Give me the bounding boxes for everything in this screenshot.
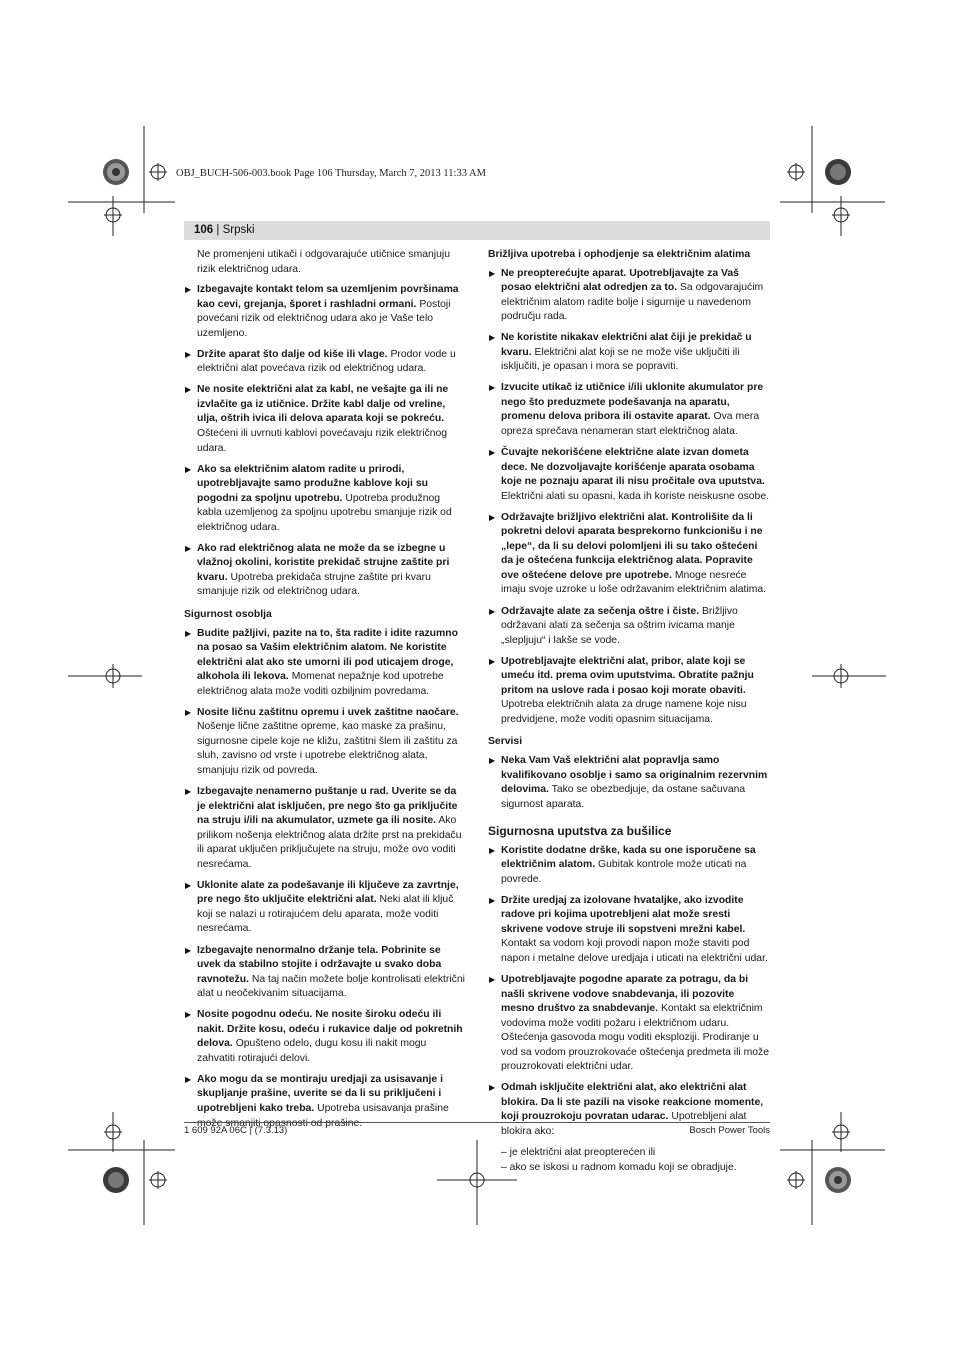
bullet-text: Neki alat ili ključ koji se nalazi u rotirajućem delu aparata, može voditi nesrećama. bbox=[197, 894, 454, 935]
bullet-lead: Održavajte alate za sečenja oštre i čiste. bbox=[501, 605, 700, 617]
bullet-lead: Nosite pogodnu odeću. Ne nosite široku odeću ili nakit. Držite kosu, odeću i rukavice dalje od pokretnih delova. bbox=[197, 1009, 463, 1050]
bullet-arrow-icon: ▶ bbox=[185, 385, 192, 395]
bullet-arrow-icon: ▶ bbox=[185, 628, 192, 638]
page-number: 106 bbox=[194, 224, 214, 236]
bullet-lead: Odmah isključite električni alat, ako električni alat blokira. Da li ste pazili na visoke reakcione momente, koji prouzrokoju povratan udarac. bbox=[501, 1082, 764, 1123]
bullet-lead: Nosite ličnu zaštitnu opremu i uvek zaštitne naočare. bbox=[197, 706, 459, 718]
subhead-brizljiva-upotreba: Brižljiva upotreba i ophodjenje sa električnim alatima bbox=[488, 249, 751, 260]
bullet-item bbox=[184, 879, 466, 937]
bullet-arrow-icon: ▶ bbox=[185, 945, 192, 955]
section-name: Srpski bbox=[222, 224, 255, 236]
bullet-item bbox=[184, 706, 466, 779]
dash-line: – je električni alat preopterećen ili bbox=[501, 1147, 656, 1159]
subhead-servisi: Servisi bbox=[488, 736, 523, 748]
bullet-item bbox=[488, 973, 770, 1075]
bullet-lead: Održavajte brižljivo električni alat. Kontrolišite da li pokretni delovi aparata besprekorno funkcionišu i ne „lepe“, da li su delovi polomljeni ili su tako oštećeni da je oštećena funkcija električnog alata. Popravite ove oštećene delove pre upotrebe. bbox=[501, 511, 763, 581]
bullet-arrow-icon: ▶ bbox=[489, 268, 496, 278]
bullet-arrow-icon: ▶ bbox=[489, 656, 496, 666]
bullet-arrow-icon: ▶ bbox=[489, 845, 496, 855]
bullet-item bbox=[184, 383, 466, 456]
right-column bbox=[488, 248, 770, 1175]
bullet-text: Upotreba električnih alata za druge namene koje nisu predvidjene, može voditi opasnim situacijama. bbox=[501, 699, 747, 725]
right-list-a bbox=[488, 267, 770, 728]
bullet-arrow-icon: ▶ bbox=[489, 512, 496, 522]
bullet-arrow-icon: ▶ bbox=[185, 707, 192, 717]
bullet-text: Oštećeni ili uvrnuti kablovi povećavaju rizik električnog udara. bbox=[197, 428, 448, 454]
bullet-arrow-icon: ▶ bbox=[489, 895, 496, 905]
bullet-item bbox=[184, 542, 466, 600]
bullet-item bbox=[184, 1008, 466, 1066]
bullet-text: Električni alati su opasni, kada ih koriste neiskusne osobe. bbox=[501, 490, 769, 502]
bullet-item bbox=[488, 446, 770, 504]
bullet-item bbox=[184, 463, 466, 536]
section-title-busilice: Sigurnosna uputstva za bušilice bbox=[488, 824, 672, 839]
bullet-text: Ako prilikom nošenja električnog alata držite prst na prekidaču ili aparat uključen priključujete na struju, može ovo voditi nesrećama. bbox=[197, 815, 462, 870]
bullet-item bbox=[488, 331, 770, 375]
bullet-item bbox=[488, 605, 770, 649]
bullet-lead: Neka Vam Vaš električni alat popravlja samo kvalifikovano osoblje i samo sa originalnim rezervnim delovima. bbox=[501, 754, 768, 796]
bullet-lead: Ako mogu da se montiraju uredjaji za usisavanje i skupljanje prašine, uverite se da li su priključeni i upotrebljeni kako treba. bbox=[197, 1073, 443, 1114]
bullet-lead: Čuvajte nekorišćene električne alate izvan dometa dece. Ne dozvoljavajte korišćenje aparata osobama koje ne poznaju aparat ili nisu pročitale ova uputstva. bbox=[501, 447, 765, 488]
bullet-item bbox=[184, 785, 466, 872]
intro-text: Ne promenjeni utikači i odgovarajuće utičnice smanjuju rizik električnog udara. bbox=[197, 249, 450, 275]
bullet-arrow-icon: ▶ bbox=[185, 349, 192, 359]
bullet-lead: Držite uredjaj za izolovane hvataljke, ako izvodite radove pri kojima upotrebljeni alat može sresti skrivene vodove struje ili sopstveni mrežni kabel. bbox=[501, 894, 746, 935]
bullet-text: Upotreba usisavanja prašine može smanjiti opasnosti od prašine. bbox=[197, 1102, 449, 1129]
bullet-item bbox=[184, 283, 466, 341]
bullet-lead: Ako sa električnim alatom radite u prirodi, upotrebljavajte samo produžne kablove koji su pogodni za spoljnu upotrebu. bbox=[197, 463, 428, 504]
bullet-item bbox=[184, 944, 466, 1002]
left-list-b bbox=[184, 627, 466, 1132]
bullet-item bbox=[488, 381, 770, 439]
bullet-text: Mnoge nesreće imaju svoje uzroke u loše održavanim električnim alatima. bbox=[501, 569, 767, 596]
left-column bbox=[184, 248, 466, 1138]
bullet-text: Ova mera opreza sprečava nenameran start električnog alata. bbox=[501, 411, 760, 438]
bullet-text: Opušteno odelo, dugu kosu ili nakit mogu zahvatiti rotirajući delovi. bbox=[197, 1038, 427, 1064]
bullet-item bbox=[184, 627, 466, 700]
bullet-arrow-icon: ▶ bbox=[185, 880, 192, 890]
bullet-text: Upotreba prekidača strujne zaštite pri kvaru smanjuje rizik od električnog udara. bbox=[197, 571, 431, 598]
bullet-arrow-icon: ▶ bbox=[185, 1074, 192, 1084]
bullet-lead: Ne koristite nikakav električni alat čiji je prekidač u kvaru. bbox=[501, 332, 752, 358]
bullet-arrow-icon: ▶ bbox=[185, 1010, 192, 1020]
subhead-sigurnost-osoblja: Sigurnost osoblja bbox=[184, 609, 272, 621]
bullet-arrow-icon: ▶ bbox=[489, 448, 496, 458]
footer-brand: Bosch Power Tools bbox=[689, 1125, 770, 1136]
bullet-arrow-icon: ▶ bbox=[489, 383, 496, 393]
bullet-item bbox=[488, 754, 770, 812]
print-slug-line: OBJ_BUCH-506-003.book Page 106 Thursday, March 7, 2013 11:33 AM bbox=[176, 168, 486, 179]
bullet-item bbox=[488, 511, 770, 598]
bullet-text: Kontakt sa vodom koji provodi napon može staviti pod napon i metalne delove uredjaja i uticati na električni udar. bbox=[501, 938, 768, 965]
bullet-arrow-icon: ▶ bbox=[489, 1083, 496, 1093]
dash-line: – ako se iskosi u radnom komadu koji se obradjuje. bbox=[501, 1161, 737, 1173]
bullet-item bbox=[184, 348, 466, 377]
bullet-text: Na taj način možete bolje kontrolisati električni alat u neočekivanim situacijama. bbox=[197, 973, 465, 1000]
left-list-a bbox=[184, 283, 466, 600]
bullet-lead: Izbegavajte kontakt telom sa uzemljenim površinama kao cevi, grejanja, šporet i rashladni ormani. bbox=[197, 284, 459, 310]
bullet-text: Sa odgovarajućim električnim alatom radite bolje i sigurnije u navedenom području rada. bbox=[501, 282, 764, 323]
bullet-lead: Uklonite alate za podešavanje ili ključeve za zavrtnje, pre nego što uključite električni alat. bbox=[197, 879, 459, 906]
bullet-lead: Ako rad električnog alata ne može da se izbegne u vlažnoj okolini, koristite prekidač strujne zaštite pri kvaru. bbox=[197, 542, 450, 583]
bullet-item bbox=[488, 267, 770, 325]
bullet-lead: Ne nosite električni alat za kabl, ne vešajte ga ili ne izvlačite ga iz utičnice. Držite kabl dalje od vreline, ulja, oštrih ivica ili delova aparata koji se pokreću. bbox=[197, 384, 449, 425]
bullet-text: Tako se obezbedjuje, da ostane sačuvana sigurnost aparata. bbox=[501, 784, 746, 810]
bullet-text: Gubitak kontrole može uticati na povrede. bbox=[501, 859, 747, 885]
page-header: 106 | Srpski bbox=[194, 224, 255, 236]
bullet-item bbox=[488, 894, 770, 967]
bullet-arrow-icon: ▶ bbox=[489, 606, 496, 616]
bullet-text: Upotrebljeni alat blokira ako: bbox=[501, 1111, 747, 1138]
footer-doc-number: 1 609 92A 06C | (7.3.13) bbox=[184, 1125, 288, 1136]
bullet-arrow-icon: ▶ bbox=[185, 285, 192, 295]
bullet-text: Postoji povećani rizik od električnog udara ako je Vaše telo uzemljeno. bbox=[197, 298, 451, 339]
bullet-arrow-icon: ▶ bbox=[489, 975, 496, 985]
footer-rule bbox=[184, 1122, 770, 1123]
bullet-lead: Držite aparat što dalje od kiše ili vlage. bbox=[197, 348, 388, 360]
bullet-text: Momenat nepažnje kod upotrebe električnog alata može voditi ozbiljnim povredama. bbox=[197, 671, 444, 697]
bullet-lead: Budite pažljivi, pazite na to, šta radite i idite razumno na posao sa Vašim električnim alatom. Ne koristite električni alat ako ste umorni ili pod uticajem droge, alkohola ili lekova. bbox=[197, 627, 458, 683]
bullet-lead: Upotrebljavajte pogodne aparate za potragu, da bi našli skrivene vodove snabdevanja, ili pozovite mesno društvo za snabdevanje. bbox=[501, 974, 749, 1015]
right-list-c bbox=[488, 844, 770, 1140]
bullet-lead: Izvucite utikač iz utičnice i/ili uklonite akumulator pre nego što preduzmete podešavanja na aparatu, promenu delova pribora ili ostavite aparat. bbox=[501, 382, 764, 423]
bullet-lead: Izbegavajte nenamerno puštanje u rad. Uverite se da je električni alat isključen, pre nego što ga priključite na struju i/ili na akumulator, uzmete ga ili nosite. bbox=[197, 786, 458, 827]
right-list-b bbox=[488, 754, 770, 812]
bullet-lead: Ne preopterećujte aparat. Upotrebljavajte za Vaš posao električni alat odredjen za to. bbox=[501, 267, 739, 294]
bullet-text: Prodor vode u električni alat povećava rizik od električnog udara. bbox=[197, 348, 456, 375]
bullet-text: Brižljivo održavani alati za sečenja sa oštrim ivicama manje „slepljuju“ i lakše se vode. bbox=[501, 605, 738, 646]
bullet-text: Nošenje lične zaštitne opreme, kao maske za prašinu, sigurnosne cipele koje ne kližu, zaštitni šlem ili zaštitu za sluh, zavisno od vrste i upotrebe električnog alata, smanjuju rizik od povreda. bbox=[197, 721, 458, 776]
bullet-arrow-icon: ▶ bbox=[185, 464, 192, 474]
bullet-arrow-icon: ▶ bbox=[185, 787, 192, 797]
header-band bbox=[184, 221, 770, 240]
bullet-lead: Upotrebljavajte električni alat, pribor, alate koji se umeću itd. prema ovim uputstvima. Obratite pažnju pritom na uslove rada i posao koji morate obaviti. bbox=[501, 655, 754, 696]
bullet-item bbox=[488, 844, 770, 888]
bullet-lead: Izbegavajte nenormalno držanje tela. Pobrinite se uvek da stabilno stojite i održavajte u svako doba ravnotežu. bbox=[197, 944, 442, 985]
bullet-text: Upotreba produžnog kabla uzemljenog za spoljnu upotrebu smanjuje rizik od električnog udara. bbox=[197, 492, 452, 533]
bullet-item bbox=[488, 655, 770, 728]
bullet-arrow-icon: ▶ bbox=[489, 333, 496, 343]
bullet-lead: Koristite dodatne drške, kada su one isporučene sa električnim alatom. bbox=[501, 844, 756, 871]
bullet-text: Električni alat koji se ne može više uključiti ili isključiti, je opasan i mora se popraviti. bbox=[501, 346, 740, 373]
bullet-arrow-icon: ▶ bbox=[185, 543, 192, 553]
bullet-arrow-icon: ▶ bbox=[489, 755, 496, 765]
bullet-text: Kontakt sa električnim vodovima može voditi požaru i električnom udaru. Oštećenja gasovoda mogu voditi eksploziji. Prodiranje u vod sa vodom prouzrokovaće oštećenja predmeta ili može prouzrokovati električni udar. bbox=[501, 1003, 769, 1073]
